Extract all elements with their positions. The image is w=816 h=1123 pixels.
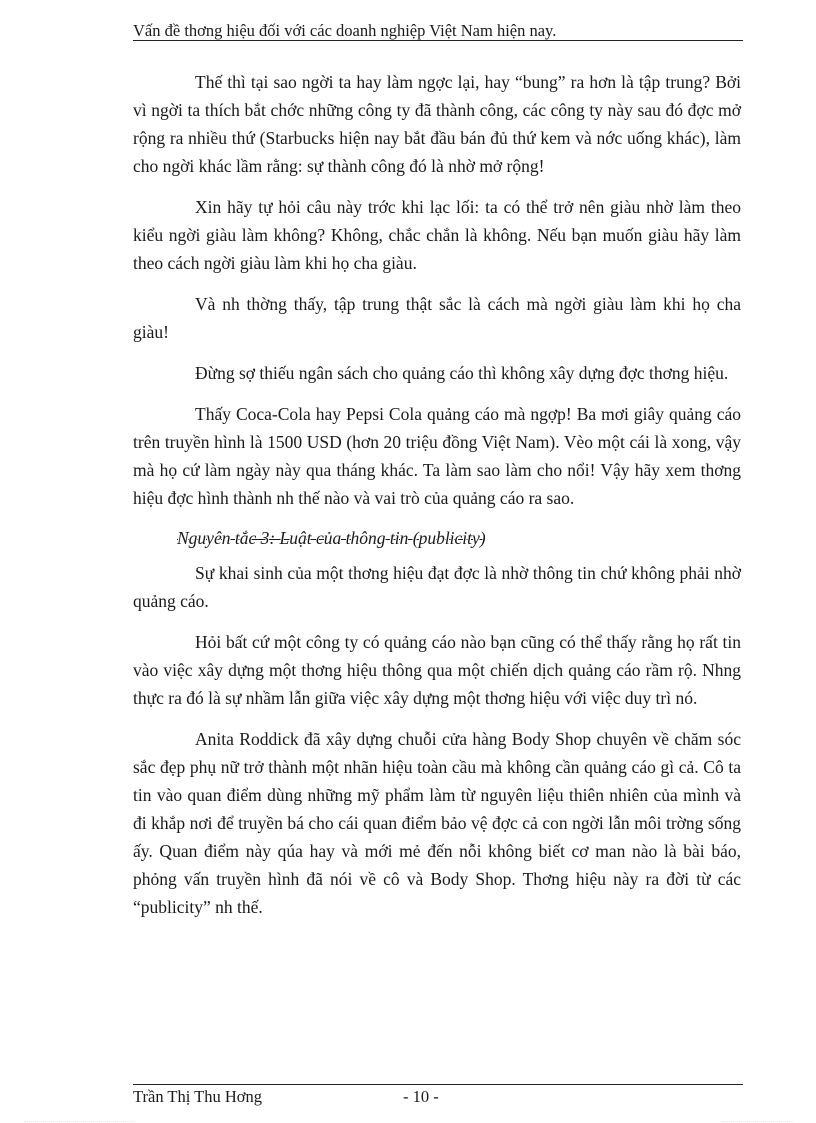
page-edge-rule [24, 1121, 134, 1122]
document-body [133, 68, 741, 934]
body-paragraph: Và nh thờng thấy, tập trung thật sắc là cách mà ngời giàu làm khi họ cha giàu! [133, 294, 741, 342]
body-paragraph: Hỏi bất cứ một công ty có quảng cáo nào bạn cũng có thể thấy rằng họ rất tin vào việc xây dựng một thơng hiệu thông qua một chiến dịch quảng cáo rầm rộ. Nhng thực ra đó là sự nhầm lẫn giữa việc xây dựng một thơng hiệu với việc duy trì nó. [133, 632, 741, 708]
footer-author: Trần Thị Thu Hơng [133, 1087, 262, 1106]
page-edge-rule [722, 1121, 794, 1122]
section-heading-text: Nguyên tắc 3: Luật của thông tin (publicity) [177, 528, 486, 548]
body-paragraph: Thấy Coca-Cola hay Pepsi Cola quảng cáo mà ngợp! Ba mơi giây quảng cáo trên truyền hình là 1500 USD (hơn 20 triệu đồng Việt Nam). Vèo một cái là xong, vậy mà họ cứ làm ngày này qua tháng khác. Ta làm sao làm cho nổi! Vậy hãy xem thơng hiệu đợc hình thành nh thế nào và vai trò của quảng cáo ra sao. [133, 404, 741, 508]
body-paragraph: Đừng sợ thiếu ngân sách cho quảng cáo thì không xây dựng đợc thơng hiệu. [195, 363, 729, 383]
document-title: Vấn đề thơng hiệu đối với các doanh nghiệp Việt Nam hiện nay. [133, 21, 557, 40]
body-paragraph: Sự khai sinh của một thơng hiệu đạt đợc là nhờ thông tin chứ không phải nhờ quảng cáo. [133, 563, 741, 611]
body-paragraph: Xin hãy tự hỏi câu này trớc khi lạc lối: ta có thể trở nên giàu nhờ làm theo kiểu ngời giàu làm không? Không, chắc chắn là không. Nếu bạn muốn giàu hãy làm theo cách ngời giàu làm khi họ cha giàu. [133, 197, 741, 273]
page-header [133, 21, 743, 41]
body-paragraph: Anita Roddick đã xây dựng chuỗi cửa hàng Body Shop chuyên về chăm sóc sắc đẹp phụ nữ trở thành một nhãn hiệu toàn cầu mà không cần quảng cáo gì cả. Cô ta tin vào quan điểm dùng những mỹ phẩm làm từ nguyên liệu thiên nhiên của mình và đi khắp nơi để truyền bá cho cái quan điểm bảo vệ đợc cả con ngời lẫn môi trờng sống ấy. Quan điểm này qúa hay và mới mẻ đến nỗi không biết cơ man nào là bài báo, phỏng vấn truyền hình đã nói về cô và Body Shop. Thơng hiệu này ra đời từ các “publicity” nh thế. [133, 729, 741, 917]
body-paragraph: Thế thì tại sao ngời ta hay làm ngợc lại, hay “bung” ra hơn là tập trung? Bởi vì ngời ta thích bắt chớc những công ty đã thành công, các công ty này sau đó đợc mở rộng ra nhiều thứ (Starbucks hiện nay bắt đầu bán đủ thứ kem và nớc uống khác), làm cho ngời khác lầm rằng: sự thành công đó là nhờ mở rộng! [133, 72, 741, 176]
section-heading [133, 525, 741, 551]
page-number: - 10 - [403, 1087, 439, 1106]
page-footer [133, 1084, 743, 1109]
